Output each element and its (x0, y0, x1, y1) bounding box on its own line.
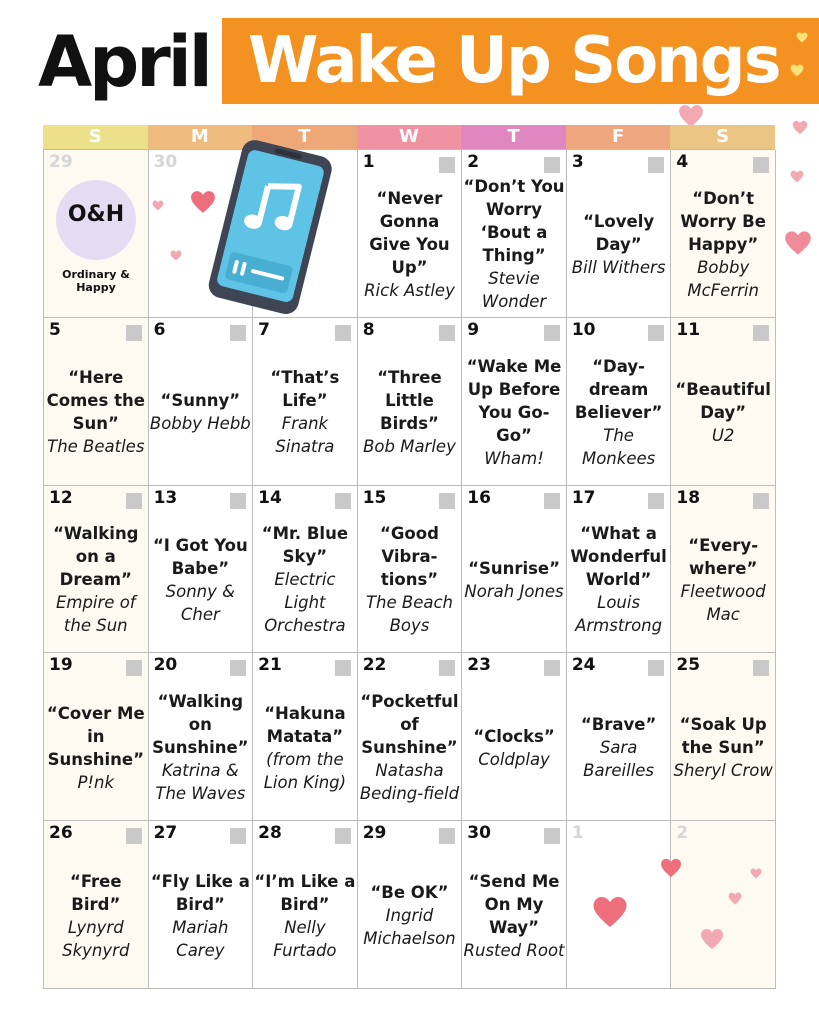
day-number: 5 (49, 319, 61, 340)
calendar-day (358, 150, 463, 318)
calendar-day (253, 318, 358, 486)
day-number: 3 (571, 152, 584, 172)
song-title: “I Got You Babe” (152, 535, 248, 578)
song-title: “Hakuna Matata” (264, 703, 346, 746)
day-number: 14 (258, 487, 282, 508)
song-artist: The Monkees (581, 425, 656, 468)
song-artist: Sheryl Crow (673, 761, 773, 781)
day-checkbox[interactable] (439, 828, 455, 844)
calendar-day (358, 653, 463, 821)
day-number: 8 (362, 319, 375, 340)
day-checkbox[interactable] (544, 660, 560, 676)
song-artist: Nelly Furtado (273, 917, 337, 960)
day-content (253, 344, 357, 481)
song-title: “Don’t Worry Be Happy” (680, 188, 766, 254)
song-artist: Bob Marley (363, 437, 456, 457)
heart-icon (170, 250, 182, 261)
song-title: “Sunny” (160, 391, 241, 411)
song-title: “What a Wonderful World” (570, 524, 667, 590)
calendar-day (671, 653, 776, 821)
song-artist: The Beach Boys (365, 593, 453, 636)
song-artist: Katrina & The Waves (155, 761, 246, 804)
day-content (462, 847, 566, 984)
song-artist: Ingrid Michaelson (363, 906, 456, 949)
day-content (149, 344, 253, 481)
song-artist: Bobby McFerrin (687, 257, 759, 300)
day-content (671, 679, 775, 816)
calendar-day (149, 821, 254, 989)
day-content (358, 847, 462, 984)
heart-icon (784, 230, 812, 256)
day-checkbox[interactable] (439, 157, 455, 173)
day-checkbox[interactable] (648, 493, 664, 509)
weekday-header-row (43, 125, 775, 149)
day-content (462, 512, 566, 649)
song-artist: Frank Sinatra (275, 414, 335, 457)
day-content (149, 512, 253, 649)
heart-icon (190, 190, 216, 214)
day-number: 7 (258, 319, 270, 340)
song-title: “Send Me On My Way” (468, 871, 560, 937)
calendar-day (358, 318, 463, 486)
song-title: “Lovely Day” (583, 211, 655, 254)
calendar-day (44, 653, 149, 821)
day-content (149, 679, 253, 816)
day-number: 4 (676, 152, 689, 172)
weekday-header: S (43, 125, 148, 149)
day-checkbox[interactable] (230, 828, 246, 844)
calendar-day (149, 653, 254, 821)
logo-text: O&H (67, 202, 125, 227)
day-checkbox[interactable] (439, 493, 455, 509)
song-title: “Fly Like a Bird” (150, 871, 250, 914)
day-content (253, 847, 357, 984)
heart-icon (790, 170, 804, 183)
calendar-day (462, 486, 567, 654)
calendar-day (671, 486, 776, 654)
day-number: 30 (153, 152, 178, 172)
calendar-day (567, 150, 672, 318)
calendar-day (567, 486, 672, 654)
day-checkbox[interactable] (126, 660, 142, 676)
day-number: 11 (676, 319, 701, 340)
day-content (462, 344, 566, 481)
day-content (253, 512, 357, 649)
calendar-day (149, 318, 254, 486)
calendar-day (671, 318, 776, 486)
day-checkbox[interactable] (335, 660, 351, 676)
day-content (358, 512, 462, 649)
day-content (567, 344, 671, 481)
song-artist: Rusted Root (463, 940, 565, 960)
heart-icon (728, 892, 742, 905)
song-title: “Don’t You Worry ‘Bout a Thing” (463, 177, 565, 266)
song-title: “Sunrise” (468, 558, 560, 578)
day-content (671, 176, 775, 313)
song-artist: Coldplay (478, 749, 550, 769)
song-title: “Here Comes the Sun” (46, 368, 145, 434)
day-number: 17 (571, 487, 596, 508)
day-number: 20 (153, 655, 178, 676)
day-number: 12 (49, 487, 73, 508)
heart-icon (750, 868, 762, 879)
song-title: “Good Vibra-tions” (380, 524, 439, 590)
day-content (44, 344, 148, 481)
song-artist: Mariah Carey (172, 917, 229, 960)
day-content (44, 679, 148, 816)
calendar-day (253, 653, 358, 821)
calendar-day (462, 821, 567, 989)
month-title: April (38, 21, 210, 103)
day-checkbox[interactable] (544, 325, 560, 341)
song-title: “Cover Me in Sunshine” (46, 703, 145, 769)
day-number: 10 (571, 319, 596, 340)
day-checkbox[interactable] (648, 157, 664, 173)
day-number: 13 (153, 487, 178, 508)
song-title: “Walking on a Dream” (53, 524, 139, 590)
calendar-day (671, 150, 776, 318)
day-checkbox[interactable] (439, 660, 455, 676)
heart-icon (152, 200, 164, 211)
calendar-day (358, 821, 463, 989)
song-artist: Natasha Beding-field (359, 761, 460, 804)
song-title: “Every-where” (688, 535, 759, 578)
day-content (149, 847, 253, 984)
day-checkbox[interactable] (126, 828, 142, 844)
day-number: 2 (676, 823, 689, 844)
calendar-day (253, 821, 358, 989)
title-banner (222, 18, 819, 104)
day-checkbox[interactable] (230, 325, 246, 341)
day-number: 15 (362, 487, 387, 508)
weekday-header: T (252, 125, 357, 149)
day-number: 29 (49, 152, 73, 172)
calendar-day (44, 821, 149, 989)
song-title: “Beautiful Day” (675, 379, 771, 422)
heart-icon (660, 858, 682, 878)
song-artist: Fleetwood Mac (680, 581, 766, 624)
calendar-day (462, 318, 567, 486)
day-checkbox[interactable] (753, 660, 769, 676)
song-artist: Electric Light Orchestra (264, 570, 346, 636)
day-number: 27 (153, 823, 178, 844)
day-number: 1 (571, 823, 584, 844)
day-number: 6 (153, 319, 166, 340)
day-checkbox[interactable] (753, 157, 769, 173)
day-content (567, 512, 671, 649)
song-title: “Free Bird” (69, 871, 122, 914)
day-number: 23 (467, 655, 491, 676)
calendar-day (358, 486, 463, 654)
day-checkbox[interactable] (335, 828, 351, 844)
calendar-day (462, 150, 567, 318)
day-content (253, 679, 357, 816)
day-content (358, 679, 462, 816)
day-number: 21 (258, 655, 282, 676)
day-checkbox[interactable] (544, 157, 560, 173)
weekday-header: M (148, 125, 253, 149)
day-checkbox[interactable] (126, 493, 142, 509)
song-artist: The Beatles (47, 437, 145, 457)
song-title: “Wake Me Up Before You Go-Go” (466, 356, 562, 445)
song-artist: Louis Armstrong (575, 593, 663, 636)
calendar-day (44, 486, 149, 654)
day-content (358, 176, 462, 313)
calendar-day (567, 318, 672, 486)
day-content (358, 344, 462, 481)
day-checkbox[interactable] (544, 828, 560, 844)
day-number: 16 (467, 487, 491, 508)
song-title: “Be OK” (370, 883, 449, 903)
calendar-day (149, 486, 254, 654)
day-number: 25 (676, 655, 701, 676)
day-checkbox[interactable] (230, 660, 246, 676)
song-artist: Rick Astley (364, 280, 455, 300)
day-content (567, 176, 671, 313)
day-checkbox[interactable] (126, 325, 142, 341)
day-checkbox[interactable] (230, 493, 246, 509)
day-checkbox[interactable] (648, 325, 664, 341)
heart-icon (796, 32, 808, 43)
day-checkbox[interactable] (335, 493, 351, 509)
day-content (44, 847, 148, 984)
heart-icon (792, 120, 808, 135)
calendar-day (462, 653, 567, 821)
banner-title: Wake Up Songs (248, 24, 780, 98)
song-title: “Mr. Blue Sky” (261, 524, 349, 567)
day-number: 24 (571, 655, 596, 676)
day-content (462, 176, 566, 313)
song-title: “Brave” (580, 715, 657, 735)
day-number: 28 (258, 823, 282, 844)
day-content (671, 512, 775, 649)
song-artist: Sonny & Cher (165, 581, 236, 624)
day-number: 19 (49, 655, 73, 676)
day-number: 9 (467, 319, 480, 340)
day-number: 22 (362, 655, 387, 676)
song-artist: (from the Lion King) (263, 749, 347, 792)
weekday-header: S (670, 125, 775, 149)
calendar-day (567, 653, 672, 821)
phone-music-icon (206, 140, 334, 315)
song-title: “Soak Up the Sun” (679, 715, 767, 758)
song-artist: Lynyrd Skynyrd (62, 917, 130, 960)
day-checkbox[interactable] (439, 325, 455, 341)
day-number: 26 (49, 823, 73, 844)
weekday-header: T (461, 125, 566, 149)
song-artist: Sara Bareilles (583, 738, 655, 781)
heart-icon (700, 928, 724, 950)
calendar-day (44, 318, 149, 486)
song-title: “Never Gonna Give You Up” (369, 188, 450, 277)
weekday-header: W (357, 125, 462, 149)
song-artist: U2 (711, 425, 735, 445)
song-title: “That’s Life” (270, 368, 340, 411)
day-checkbox[interactable] (753, 493, 769, 509)
day-content (567, 679, 671, 816)
day-content (462, 679, 566, 816)
day-checkbox[interactable] (335, 325, 351, 341)
brand-name: Ordinary & Happy (62, 268, 130, 294)
day-number: 29 (362, 823, 387, 844)
day-checkbox[interactable] (648, 660, 664, 676)
day-content (44, 512, 148, 649)
day-number: 18 (676, 487, 701, 508)
song-title: “Pocketful of Sunshine” (360, 692, 459, 758)
song-artist: Wham! (484, 448, 544, 468)
song-title: “Clocks” (473, 726, 555, 746)
song-title: “Three Little Birds” (377, 368, 442, 434)
heart-icon (592, 895, 628, 929)
heart-icon (790, 64, 804, 77)
day-number: 2 (467, 152, 480, 172)
song-title: “Walking on Sunshine” (152, 692, 249, 758)
song-artist: Bill Withers (571, 257, 666, 277)
day-number: 30 (467, 823, 491, 844)
calendar-day-outside (44, 150, 149, 318)
song-artist: Bobby Hebb (149, 414, 251, 434)
song-artist: Empire of the Sun (55, 593, 136, 636)
weekday-header: F (566, 125, 671, 149)
day-checkbox[interactable] (544, 493, 560, 509)
calendar-day (253, 486, 358, 654)
day-content (671, 344, 775, 481)
brand-logo (56, 180, 136, 260)
song-title: “Day-dream Believer” (574, 356, 663, 422)
song-title: “I’m Like a Bird” (254, 871, 356, 914)
day-number: 1 (362, 152, 375, 172)
calendar-day-outside (671, 821, 776, 989)
day-checkbox[interactable] (753, 325, 769, 341)
song-artist: P!nk (77, 772, 115, 792)
song-artist: Stevie Wonder (481, 269, 547, 312)
song-artist: Norah Jones (464, 581, 564, 601)
